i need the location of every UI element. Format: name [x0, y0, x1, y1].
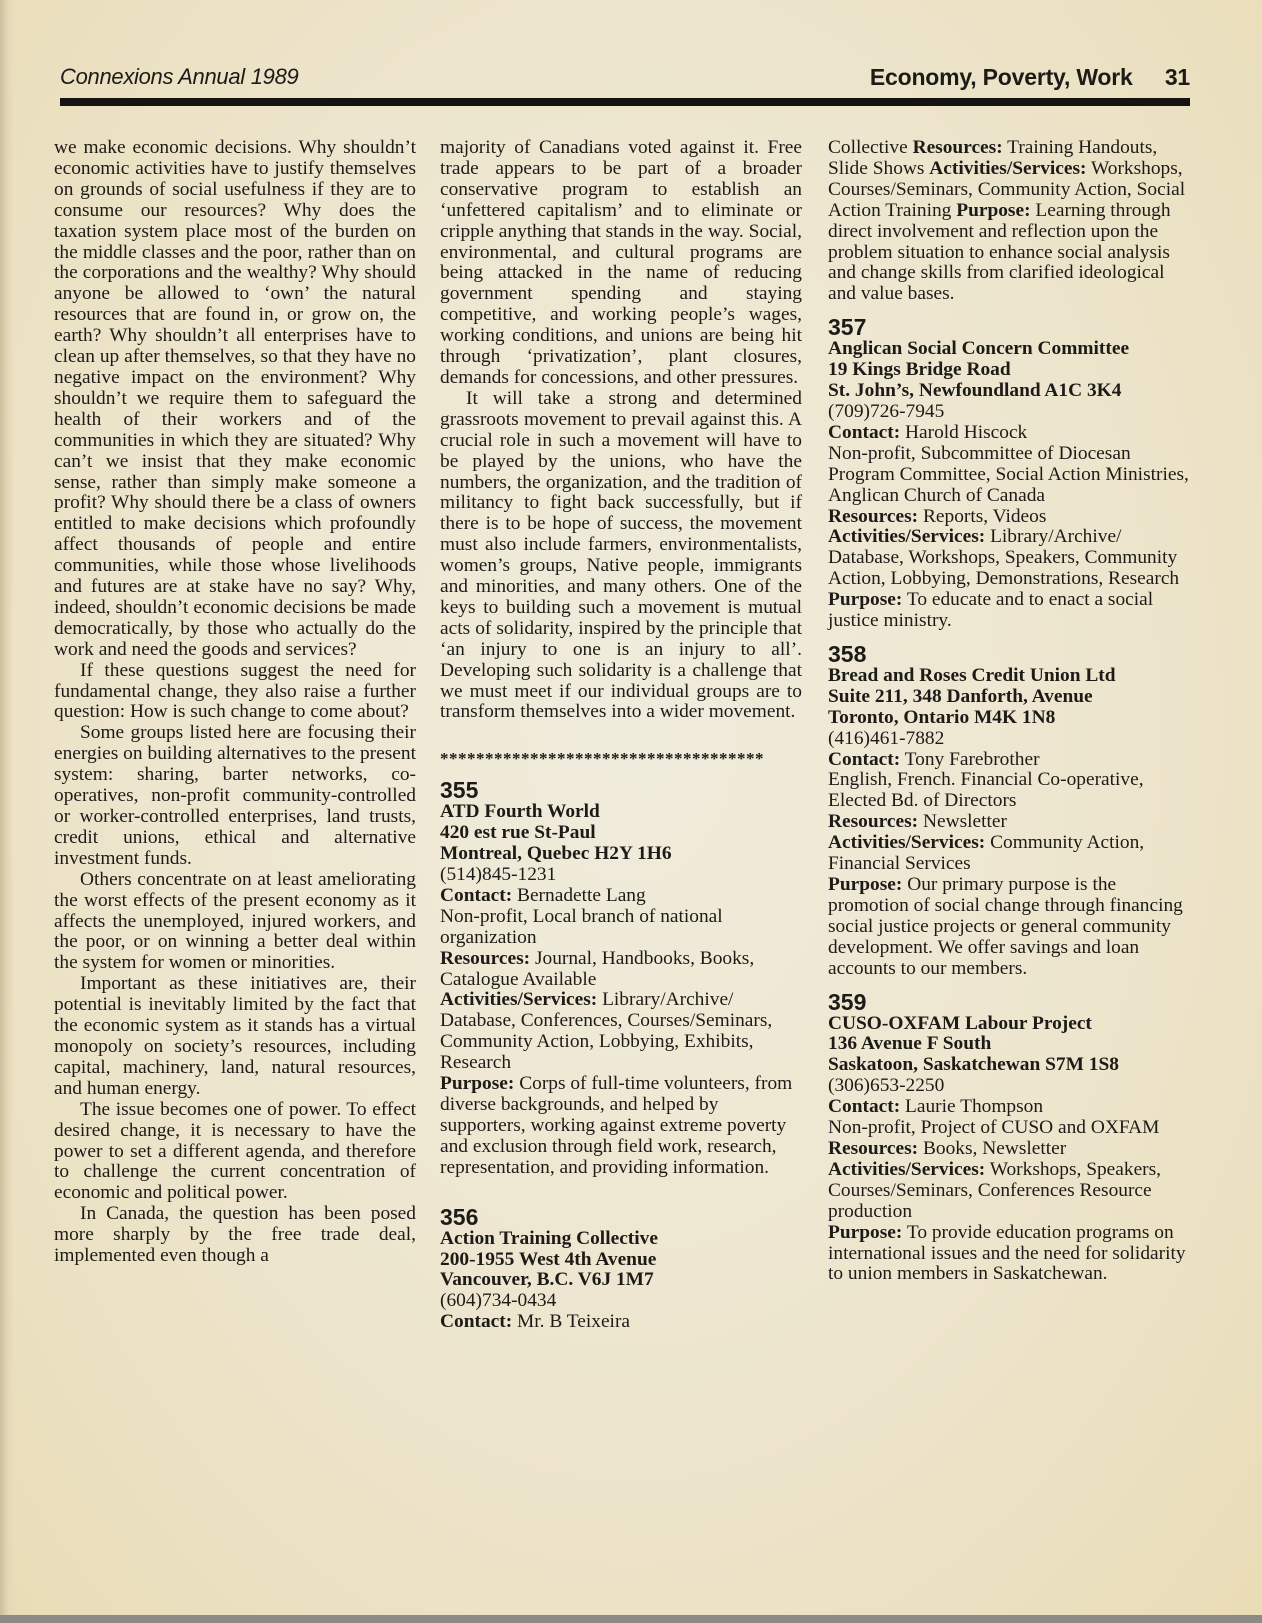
essay-paragraph: If these questions suggest the need for fundamental change, they also raise a further question: How is such change to come about?	[54, 659, 416, 723]
purpose-value: Learning through direct involvement and reflection upon the problem situation to enhance social analysis and change skills from clarified ideological and value bases.	[828, 199, 1171, 305]
column-2	[440, 138, 802, 1333]
org-contact	[828, 1097, 1190, 1118]
org-resources	[828, 812, 1190, 833]
essay-paragraph: The issue becomes one of power. To effect desired change, it is necessary to have the power to set a different agenda, and therefore to challenge the current concentration of economic and political power.	[54, 1098, 416, 1204]
org-phone: (514)845-1231	[440, 864, 557, 885]
resources-label: Resources:	[828, 811, 919, 833]
org-purpose	[828, 875, 1190, 980]
essay-paragraph: In Canada, the question has been posed more sharply by the free trade deal, implemented even though a	[54, 1203, 416, 1267]
purpose-value: To educate and to enact a social justice ministry.	[828, 589, 1154, 632]
entry-number: 356	[440, 1203, 479, 1230]
directory-entry-355	[440, 778, 802, 1178]
org-contact	[828, 750, 1190, 771]
directory-entry-357	[828, 315, 1190, 632]
entry-number: 357	[828, 314, 867, 341]
purpose-label: Purpose:	[956, 199, 1031, 221]
org-city: Saskatoon, Saskatchewan S7M 1S8	[828, 1054, 1119, 1076]
activities-value: Community Action, Financial Services	[828, 832, 1145, 875]
activities-value: Workshops, Courses/Seminars, Community Action, Social Action Training	[828, 157, 1186, 221]
org-resources	[828, 1139, 1190, 1160]
org-name: Anglican Social Concern Committee	[828, 338, 1130, 360]
page-binding-shadow	[0, 0, 14, 1623]
resources-label: Resources:	[912, 137, 1003, 158]
directory-entry-359	[828, 990, 1190, 1286]
org-contact	[440, 886, 802, 907]
resources-value: Books, Newsletter	[922, 1137, 1067, 1159]
org-address: 19 Kings Bridge Road	[828, 359, 1011, 381]
org-name: CUSO-OXFAM Labour Project	[828, 1012, 1092, 1034]
org-city: St. John’s, Newfoundland A1C 3K4	[828, 380, 1122, 402]
resources-label: Resources:	[828, 505, 919, 527]
contact-label: Contact:	[828, 421, 901, 443]
org-phone: (709)726-7945	[828, 400, 945, 422]
resources-value: Newsletter	[922, 811, 1007, 833]
activities-label: Activities/Services:	[828, 832, 986, 854]
contact-label: Contact:	[828, 1096, 901, 1118]
org-phone: (306)653-2250	[828, 1075, 945, 1097]
header-rule	[60, 98, 1190, 106]
purpose-value: Corps of full-time volunteers, from diverse backgrounds, and helped by supporters, working against extreme poverty and exclusion through field work, research, representation, and providing information.	[440, 1073, 793, 1178]
essay-continued	[440, 138, 802, 723]
contact-name: Harold Hiscock	[905, 421, 1028, 443]
essay-paragraph: Important as these initiatives are, their potential is inevitably limited by the fact that the economic system as it stands has a virtual monopoly on society’s resources, including capital, machinery, land, natural resources, and human energy.	[54, 973, 416, 1099]
purpose-label: Purpose:	[828, 1221, 903, 1243]
org-description: Non-profit, Project of CUSO and OXFAM	[828, 1117, 1160, 1139]
org-purpose	[828, 1223, 1190, 1286]
resources-value: Reports, Videos	[922, 505, 1047, 527]
purpose-value: Our primary purpose is the promotion of social change through financing social justice projects or general community development. We offer savings and loan accounts to our members.	[828, 874, 1183, 979]
directory-entry-356	[440, 1205, 802, 1334]
publication-title: Connexions Annual 1989	[60, 64, 299, 89]
org-name: Action Training Collective	[440, 1227, 658, 1249]
org-description: Non-profit, Subcommittee of Diocesan Program Committee, Social Action Ministries, Anglican Church of Canada	[828, 442, 1189, 506]
org-name: Bread and Roses Credit Union Ltd	[828, 664, 1116, 686]
contact-name: Mr. B Teixeira	[517, 1311, 631, 1333]
org-city: Vancouver, B.C. V6J 1M7	[440, 1269, 654, 1291]
org-description: English, French. Financial Co-operative, Elected Bd. of Directors	[828, 769, 1144, 812]
resources-label: Resources:	[828, 1137, 919, 1159]
activities-value: Workshops, Speakers, Courses/Seminars, Conferences Resource production	[828, 1158, 1162, 1222]
org-city: Toronto, Ontario M4K 1N8	[828, 706, 1056, 728]
org-resources	[828, 507, 1190, 528]
section-separator: ************************************	[440, 749, 764, 769]
activities-label: Activities/Services:	[440, 989, 598, 1011]
contact-name: Tony Farebrother	[904, 748, 1040, 770]
org-description: Collective	[828, 137, 908, 158]
essay-paragraph: Some groups listed here are focusing their energies on building alternatives to the present system: sharing, barter networks, co-operatives, non-profit community-controlled or worker-controlled enterprises, land trusts, credit unions, ethical and alternative investment funds.	[54, 722, 416, 869]
resources-value: Training Handouts, Slide Shows	[828, 137, 1158, 179]
org-contact	[440, 1312, 802, 1333]
directory-entry-358	[828, 642, 1190, 980]
resources-label: Resources:	[440, 947, 531, 969]
org-address: Suite 211, 348 Danforth, Avenue	[828, 685, 1093, 707]
purpose-label: Purpose:	[440, 1073, 515, 1095]
column-1	[54, 138, 416, 1267]
page-number: 31	[1164, 64, 1190, 90]
activities-label: Activities/Services:	[929, 157, 1087, 179]
org-city: Montreal, Quebec H2Y 1H6	[440, 843, 672, 865]
activities-label: Activities/Services:	[828, 526, 986, 548]
org-purpose	[828, 590, 1190, 632]
resources-value: Journal, Handbooks, Books, Catalogue Available	[440, 947, 755, 990]
essay-paragraph: It will take a strong and determined grassroots movement to prevail against this. A crucial role in such a movement will have to be played by the unions, who have the numbers, the organization, and the tradition of militancy to fight back successfully, but if there is to be hope of success, the movement must also include farmers, environmentalists, women’s groups, Native people, immigrants and minorities, and many others. One of the keys to building such a movement is mutual acts of solidarity, inspired by the principle that ‘an injury to one is an injury to all’. Developing such solidarity is a challenge that we must meet if our individual groups are to transform themselves into a wider movement.	[440, 387, 802, 723]
org-activities	[828, 833, 1190, 875]
purpose-label: Purpose:	[828, 874, 903, 895]
entry-number: 355	[440, 777, 479, 804]
org-description: Non-profit, Local branch of national organization	[440, 905, 723, 948]
contact-name: Laurie Thompson	[905, 1096, 1044, 1118]
essay-paragraph: Others concentrate on at least ameliorating the worst effects of the present economy as it affects the unemployed, injured workers, and the poor, or on winning a better deal within the system for women or minorities.	[54, 868, 416, 974]
org-address: 136 Avenue F South	[828, 1033, 992, 1055]
essay-paragraph: we make economic decisions. Why shouldn’t economic activities have to justify themselves on grounds of social usefulness if they are to consume our resources? Why does the taxation system place most of the burden on the middle classes and the poor, rather than on the corporations and the wealthy? Why should anyone be allowed to ‘own’ the natural resources that are found in, or grow on, the earth? Why shouldn’t all enterprises have to clean up after themselves, so that they have no negative impact on the environment? Why shouldn’t we require them to safeguard the health of their workers and of the communities in which they are situated? Why can’t we insist that they make economic sense, rather than simply make someone a profit? Why should there be a class of owners entitled to make decisions which profoundly affect thousands of people and entire communities, while those whose livelihoods and futures are at stake have no say? Why, indeed, shouldn’t economic decisions be made democratically, by those who actually do the work and need the goods and services?	[54, 137, 416, 660]
contact-label: Contact:	[440, 1311, 513, 1333]
contact-name: Bernadette Lang	[517, 884, 646, 906]
org-purpose	[440, 1074, 802, 1179]
org-contact	[828, 423, 1190, 444]
purpose-label: Purpose:	[828, 589, 903, 611]
org-address: 200-1955 West 4th Avenue	[440, 1248, 657, 1270]
org-activities	[828, 1160, 1190, 1223]
header-right	[870, 64, 1190, 91]
org-name: ATD Fourth World	[440, 801, 600, 823]
running-header	[60, 64, 1190, 94]
activities-value: Library/Archive/ Database, Conferences, Courses/Seminars, Community Action, Lobbying, Exhibits, Research	[440, 989, 773, 1074]
scan-bottom-edge	[0, 1615, 1262, 1623]
org-phone: (416)461-7882	[828, 727, 945, 749]
org-resources	[440, 949, 802, 991]
org-activities	[828, 527, 1190, 590]
activities-label: Activities/Services:	[828, 1158, 986, 1180]
org-phone: (604)734-0434	[440, 1290, 557, 1312]
section-title: Economy, Poverty, Work	[869, 64, 1133, 90]
entry-number: 359	[828, 988, 867, 1015]
org-activities	[440, 990, 802, 1074]
contact-label: Contact:	[440, 884, 513, 906]
directory-entry-356-continued	[828, 138, 1190, 305]
purpose-value: To provide education programs on international issues and the need for solidarity to union members in Saskatchewan.	[828, 1221, 1186, 1285]
activities-value: Library/Archive/ Database, Workshops, Speakers, Community Action, Lobbying, Demonstrations, Research	[828, 526, 1180, 590]
entry-number: 358	[828, 640, 867, 667]
column-3	[828, 138, 1190, 1285]
essay-paragraph: majority of Canadians voted against it. Free trade appears to be part of a broader conservative program to establish an ‘unfettered capitalism’ and to eliminate or cripple anything that stands in the way. Social, environmental, and cultural programs are being attacked in the name of reducing government spending and staying competitive, and working people’s wages, working conditions, and unions are being hit through ‘privatization’, plant closures, demands for concessions, and other pressures.	[440, 137, 802, 388]
org-address: 420 est rue St-Paul	[440, 822, 596, 844]
contact-label: Contact:	[828, 748, 901, 770]
